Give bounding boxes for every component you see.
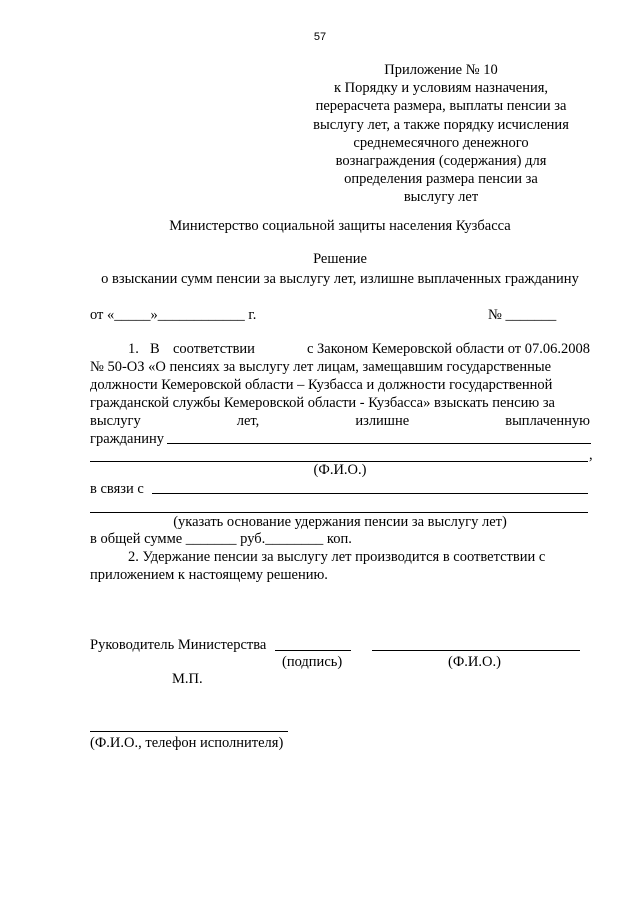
reason-label: в связи с — [90, 481, 144, 497]
decision-subtitle: о взыскании сумм пенсии за выслугу лет, излишне выплаченных гражданину — [101, 271, 579, 287]
sign-caption: (подпись) — [282, 654, 343, 670]
sum-line: в общей сумме _______ руб.________ коп. — [90, 531, 352, 547]
fio-caption: (Ф.И.О.) — [313, 462, 367, 478]
citizen-label: гражданину — [90, 431, 164, 447]
para1-line5 — [90, 412, 590, 430]
para1-number: 1. — [128, 341, 139, 357]
head-label: Руководитель Министерства — [90, 637, 267, 653]
appendix-line: Приложение № 10 — [384, 62, 498, 78]
para1-word: выслугу — [90, 413, 141, 429]
stamp-label: М.П. — [172, 671, 203, 687]
decision-title: Решение — [313, 251, 367, 267]
signature-line — [275, 650, 351, 651]
appendix-line: выслугу лет — [403, 189, 479, 206]
page-number: 57 — [313, 31, 327, 43]
head-fio-caption: (Ф.И.О.) — [448, 654, 501, 670]
para2-line1: 2. Удержание пенсии за выслугу лет производится в соответствии с — [128, 549, 546, 565]
para1-line4: гражданской службы Кемеровской области - Кузбасса» взыскать пенсию за — [90, 395, 555, 411]
appendix-header — [300, 61, 582, 207]
appendix-line: перерасчета размера, выплаты пенсии за — [315, 98, 567, 115]
para1-word: В — [150, 341, 160, 357]
para1-word: выплаченную — [505, 413, 590, 429]
appendix-line: к Порядку и условиям назначения, — [333, 80, 549, 97]
para1-word: лет, — [236, 413, 260, 429]
appendix-line: определения размера пенсии за — [344, 171, 538, 188]
para2-line2: приложением к настоящему решению. — [90, 567, 328, 583]
reason-caption: (указать основание удержания пенсии за выслугу лет) — [173, 514, 507, 530]
para1-line3: должности Кемеровской области – Кузбасса и должности государственной — [90, 377, 553, 393]
para1-word: излишне — [355, 413, 410, 429]
appendix-line: выслугу лет, а также порядку исчисления — [313, 116, 569, 133]
comma: , — [589, 447, 593, 463]
appendix-line: вознаграждения (содержания) для — [335, 153, 547, 170]
para1-line2: № 50-ОЗ «О пенсиях за выслугу лет лицам, замещавшим государственные — [90, 359, 552, 375]
executor-caption: (Ф.И.О., телефон исполнителя) — [90, 735, 284, 751]
executor-line — [90, 731, 288, 732]
head-fio-line — [372, 650, 580, 651]
date-field: от «_____»____________ г. — [90, 307, 257, 323]
appendix-line: среднемесячного денежного — [353, 134, 529, 151]
number-field: № _______ — [488, 307, 557, 323]
ministry-name: Министерство социальной защиты населения Кузбасса — [169, 218, 511, 234]
para2-line1-wrap — [90, 548, 590, 566]
para1-word: соответствии — [173, 341, 255, 357]
reason-line — [152, 493, 588, 494]
para1-word: с Законом Кемеровской области от 07.06.2008 — [306, 341, 590, 357]
citizen-name-line — [167, 443, 591, 444]
